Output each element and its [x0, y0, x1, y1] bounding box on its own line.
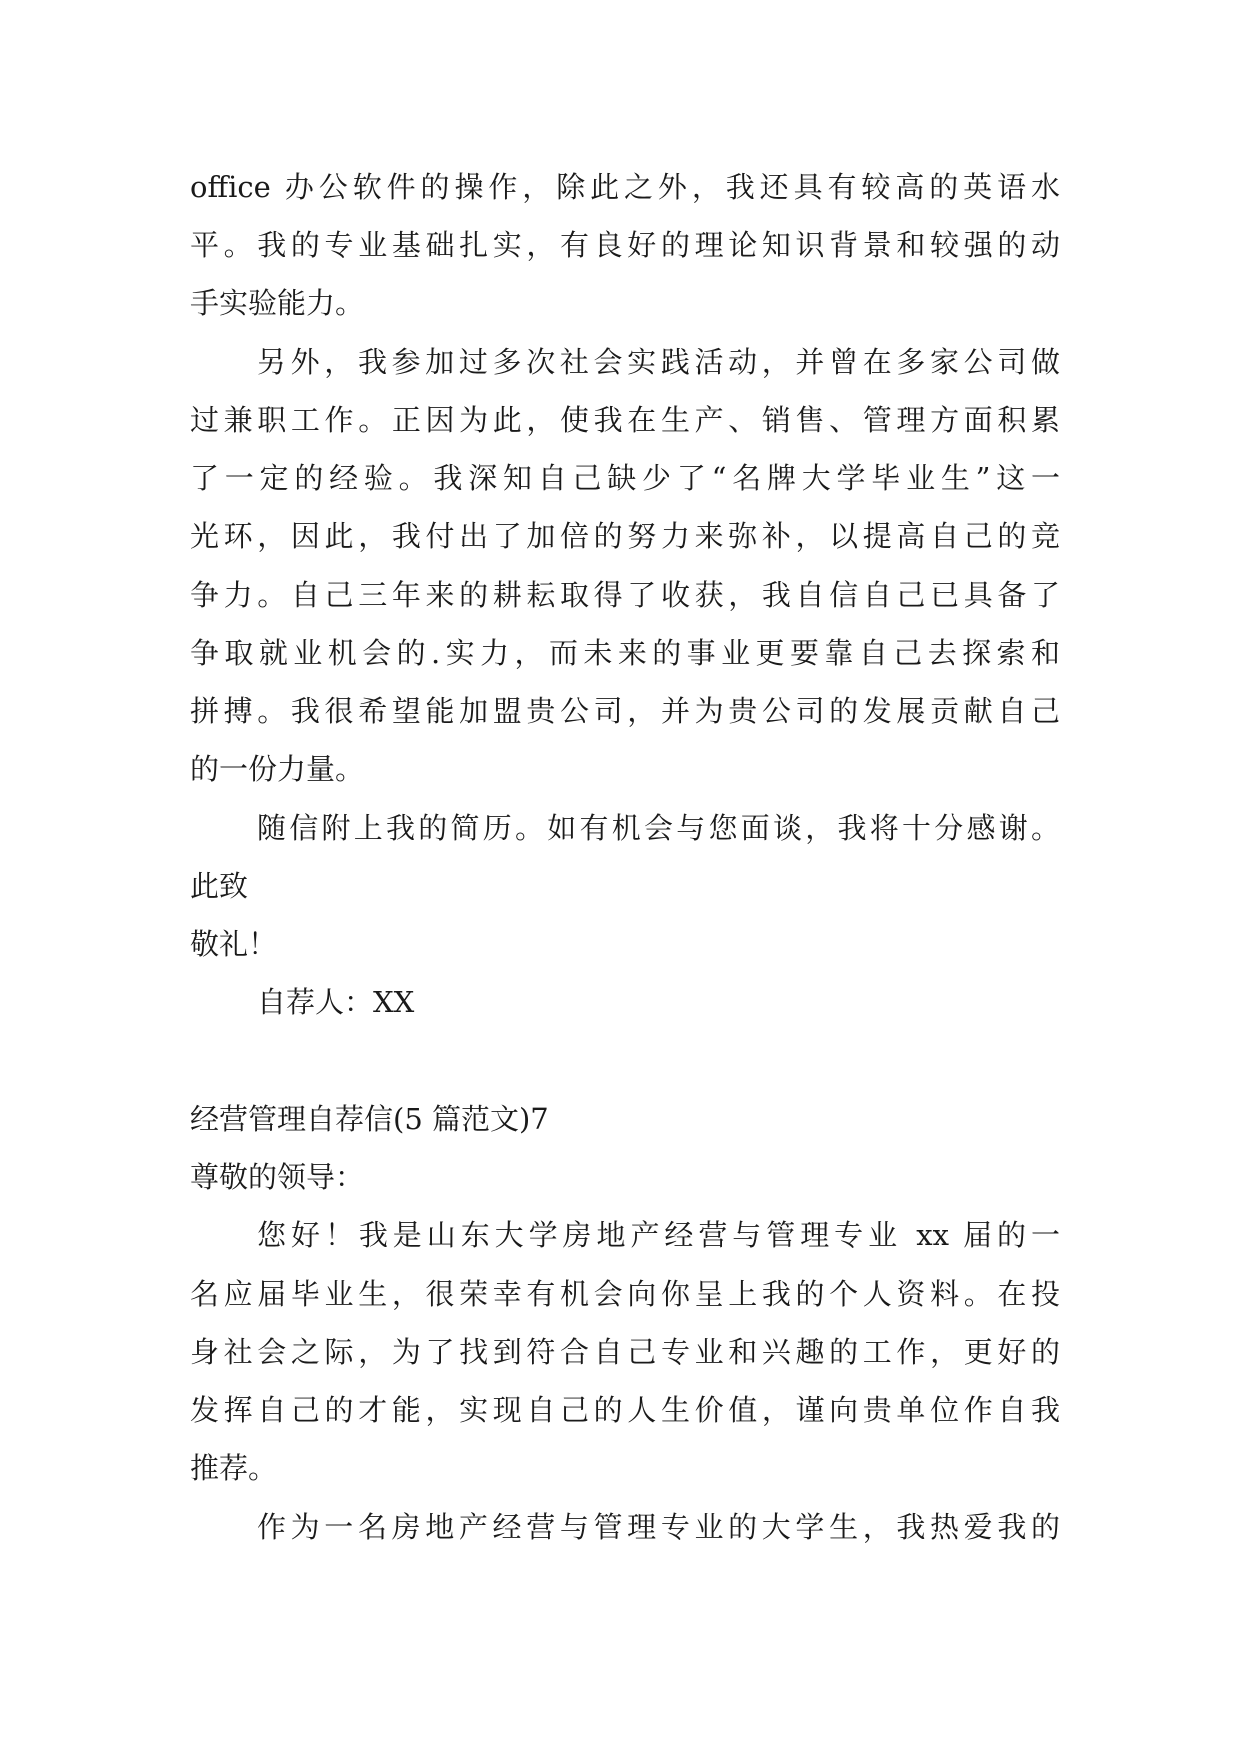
text-line: 光环，因此，我付出了加倍的努力来弥补，以提高自己的竞	[190, 519, 1060, 553]
paragraph-start-line: 另外，我参加过多次社会实践活动，并曾在多家公司做	[257, 345, 1060, 379]
text-line: 身社会之际，为了找到符合自己专业和兴趣的工作，更好的	[190, 1335, 1060, 1369]
paragraph-start-line: 作为一名房地产经营与管理专业的大学生，我热爱我的	[257, 1510, 1060, 1544]
text-line: 争取就业机会的.实力，而未来的事业更要靠自己去探索和	[190, 636, 1060, 670]
text-line: 争力。自己三年来的耕耘取得了收获，我自信自己已具备了	[190, 578, 1060, 612]
greeting-line: 尊敬的领导：	[190, 1160, 365, 1194]
salutation-line: 敬礼！	[190, 927, 278, 961]
signature-line: 自荐人：XX	[257, 985, 415, 1019]
text-line: office 办公软件的操作，除此之外，我还具有较高的英语水	[190, 170, 1060, 204]
section-title: 经营管理自荐信(5 篇范文)7	[190, 1102, 549, 1136]
text-line: 名应届毕业生，很荣幸有机会向你呈上我的个人资料。在投	[190, 1277, 1060, 1311]
text-line: 了一定的经验。我深知自己缺少了“名牌大学毕业生”这一	[190, 461, 1060, 495]
text-line: 发挥自己的才能，实现自己的人生价值，谨向贵单位作自我	[190, 1393, 1060, 1427]
text-line: 推荐。	[190, 1451, 278, 1485]
text-line: 拼搏。我很希望能加盟贵公司，并为贵公司的发展贡献自己	[190, 694, 1060, 728]
text-line: 平。我的专业基础扎实，有良好的理论知识背景和较强的动	[190, 228, 1060, 262]
text-line: 的一份力量。	[190, 752, 365, 786]
closing-line: 此致	[190, 869, 249, 903]
paragraph-start-line: 您好！我是山东大学房地产经营与管理专业 xx 届的一	[257, 1218, 1060, 1252]
text-line: 过兼职工作。正因为此，使我在生产、销售、管理方面积累	[190, 403, 1060, 437]
text-line: 手实验能力。	[190, 286, 365, 320]
paragraph-start-line: 随信附上我的简历。如有机会与您面谈，我将十分感谢。	[257, 811, 1060, 845]
